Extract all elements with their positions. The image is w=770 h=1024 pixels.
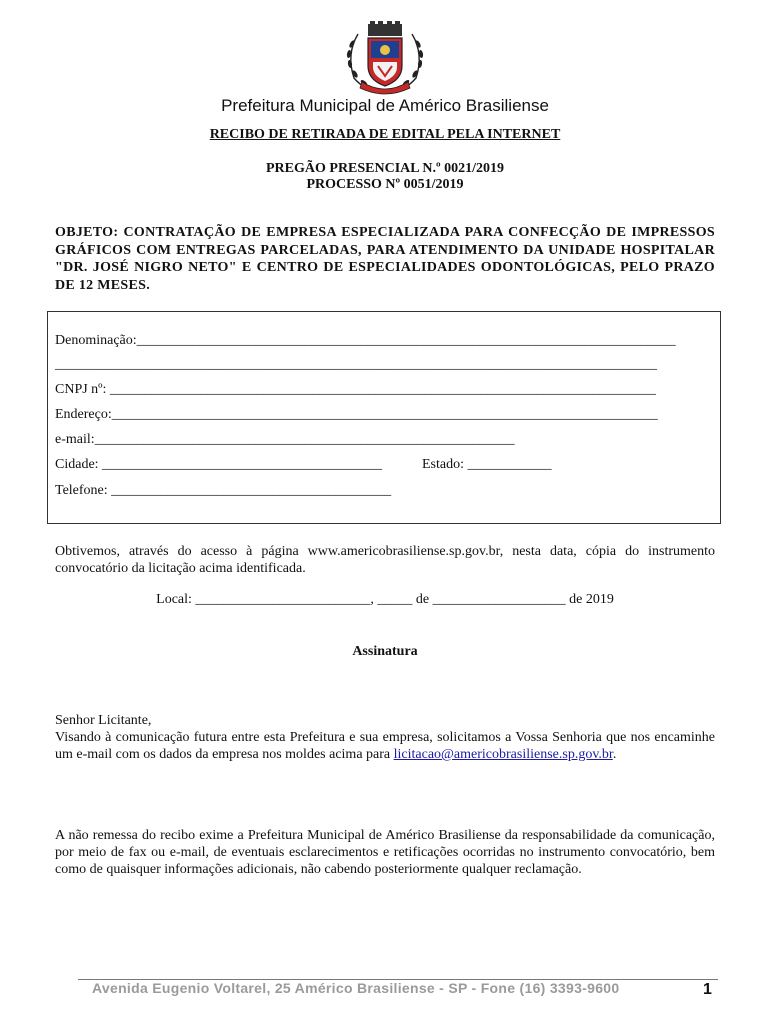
- objeto-label: OBJETO:: [55, 225, 119, 240]
- contact-email-link[interactable]: licitacao@americobrasiliense.sp.gov.br: [393, 747, 613, 762]
- signature-label: Assinatura: [352, 644, 418, 659]
- denominacao-continuation-line[interactable]: ______________________________________________________________________________________: [55, 357, 657, 372]
- notice-paragraph: [55, 712, 715, 763]
- notice-period: .: [612, 747, 617, 762]
- notice-greeting: Senhor Licitante,: [55, 713, 152, 728]
- local-date-line: Local: _________________________, _____ de ___________________ de 2019: [156, 592, 614, 607]
- page-number: 1: [703, 981, 712, 998]
- denominacao-field[interactable]: Denominação:_____________________________________________________________________________: [55, 333, 676, 348]
- endereco-field[interactable]: Endereço:______________________________________________________________________________: [55, 407, 658, 422]
- email-field[interactable]: e-mail:____________________________________________________________: [55, 432, 515, 447]
- disclaimer-paragraph: A não remessa do recibo exime a Prefeitura Municipal de Américo Brasiliense da responsabilidade da comunicação, por meio de fax ou e-mail, de eventuais esclarecimentos e retificações ocorridas no instrumento convocatório, bem como de quaisquer informações adicionais, não cabendo posteriormente qualquer reclamação.: [55, 828, 715, 877]
- receipt-title: RECIBO DE RETIRADA DE EDITAL PELA INTERNET: [209, 127, 561, 142]
- municipality-title: Prefeitura Municipal de Américo Brasiliense: [221, 96, 549, 115]
- municipal-crest-icon: [340, 20, 430, 96]
- estado-field[interactable]: Estado: ____________: [422, 457, 552, 472]
- cidade-field[interactable]: Cidade: ________________________________________: [55, 457, 383, 472]
- cnpj-field[interactable]: CNPJ nº: ______________________________________________________________________________: [55, 382, 656, 397]
- declaration-paragraph: Obtivemos, através do acesso à página www.americobrasiliense.sp.gov.br, nesta data, cópia do instrumento convocatório da licitação acima identificada.: [55, 544, 715, 576]
- footer-address: Avenida Eugenio Voltarel, 25 Américo Brasiliense - SP - Fone (16) 3393-9600: [92, 980, 620, 996]
- objeto-text: CONTRATAÇÃO DE EMPRESA ESPECIALIZADA PARA CONFECÇÃO DE IMPRESSOS GRÁFICOS COM ENTREGAS PARCELADAS, PARA ATENDIMENTO DA UNIDADE HOSPITALAR "DR. JOSÉ NIGRO NETO" E CENTRO DE ESPECIALIDADES ODONTOLÓGICAS, PELO PRAZO DE 12 MESES.: [55, 225, 715, 293]
- objeto-paragraph: [55, 224, 715, 294]
- notice-body: [55, 729, 715, 763]
- notice-body-text: Visando à comunicação futura entre esta Prefeitura e sua empresa, solicitamos a Vossa Senhoria que nos encaminhe um e-mail com os dados da empresa nos moldes acima para: [55, 730, 715, 762]
- processo-number: PROCESSO Nº 0051/2019: [306, 177, 464, 192]
- pregao-number: PREGÃO PRESENCIAL N.º 0021/2019: [266, 161, 504, 176]
- telefone-field[interactable]: Telefone: ________________________________________: [55, 483, 392, 498]
